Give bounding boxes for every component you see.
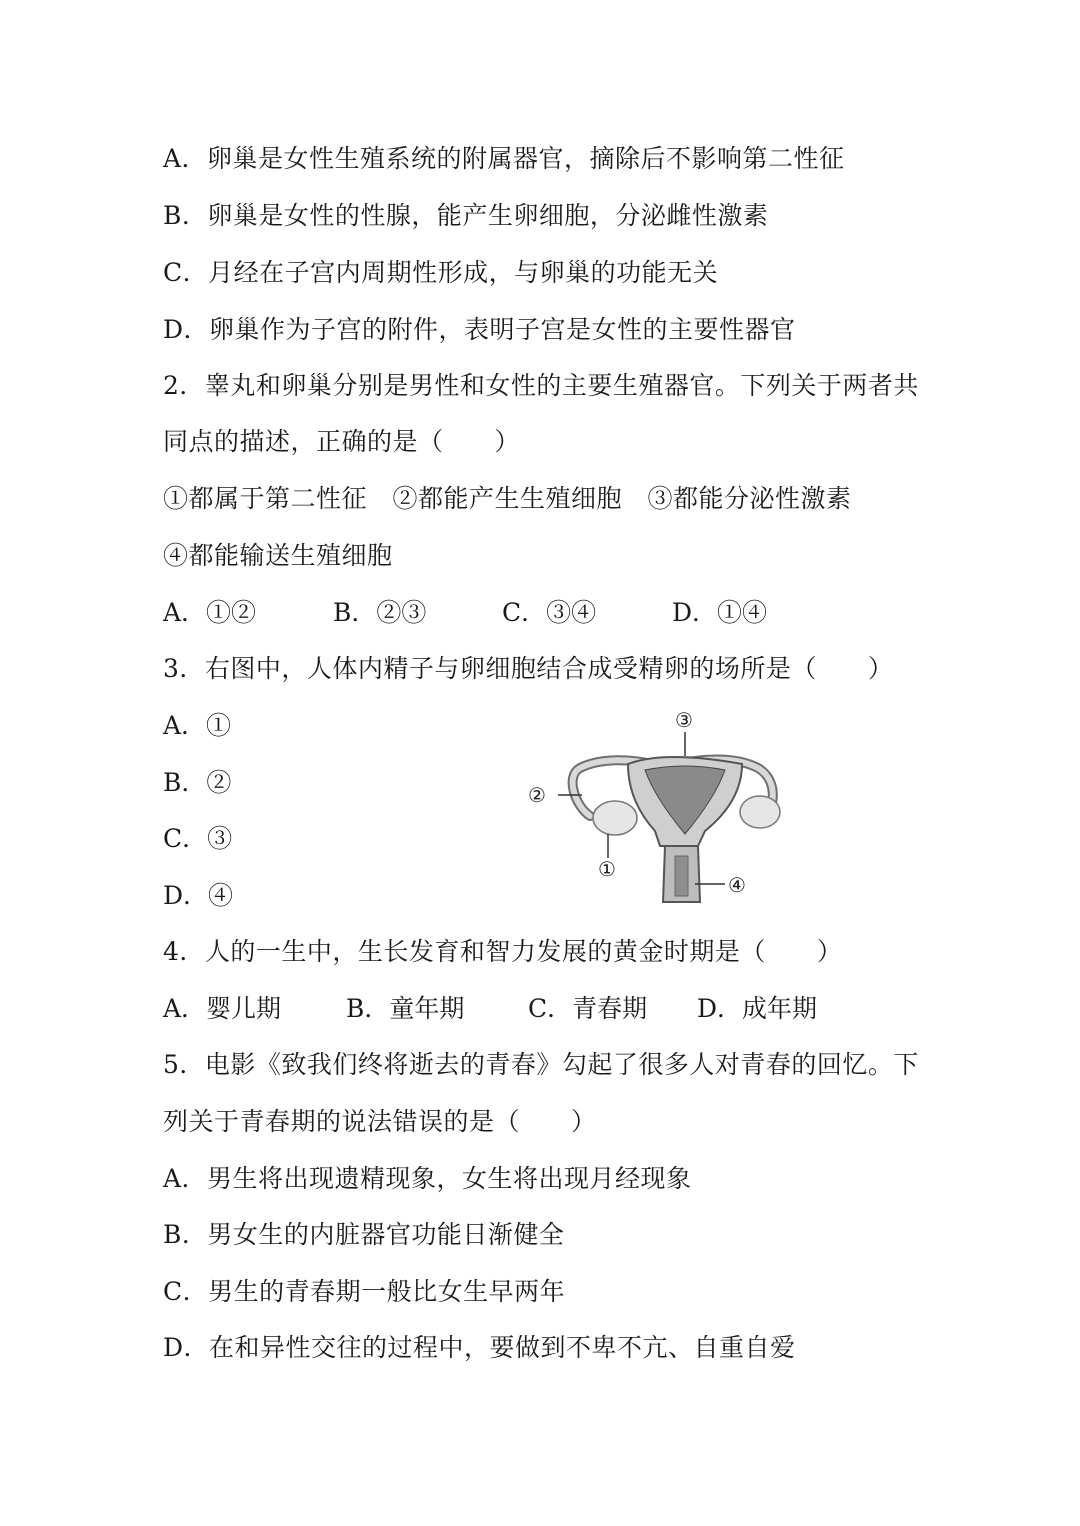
q1-option-d: D．卵巢作为子宫的附件，表明子宫是女性的主要性器官 — [163, 315, 796, 344]
q4-option-a: A．婴儿期 — [163, 994, 282, 1023]
female-reproductive-diagram — [520, 706, 810, 910]
q2-statements-line2: ④都能输送生殖细胞 — [163, 541, 393, 570]
q2-option-d: D．①④ — [672, 598, 768, 627]
q5-stem-line1: 5．电影《致我们终将逝去的青春》勾起了很多人对青春的回忆。下 — [163, 1050, 919, 1079]
figure-label-4: ④ — [728, 873, 746, 897]
q5-stem-line2: 列关于青春期的说法错误的是（ ） — [163, 1107, 597, 1136]
q4-option-c: C．青春期 — [528, 994, 648, 1023]
q5-option-c: C．男生的青春期一般比女生早两年 — [163, 1277, 566, 1306]
left-ovary — [593, 801, 637, 835]
figure-label-3: ③ — [675, 708, 693, 732]
q3-option-b: B．② — [163, 768, 232, 797]
q1-option-a: A．卵巢是女性生殖系统的附属器官，摘除后不影响第二性征 — [163, 144, 845, 173]
figure-label-2: ② — [528, 783, 546, 807]
q2-option-b: B．②③ — [333, 598, 427, 627]
q2-option-a: A．①② — [163, 598, 257, 627]
uterus-illustration — [520, 706, 810, 910]
q2-stem-line2: 同点的描述，正确的是（ ） — [163, 427, 521, 456]
q4-option-d: D．成年期 — [697, 994, 818, 1023]
q3-stem: 3．右图中，人体内精子与卵细胞结合成受精卵的场所是（ ） — [163, 654, 894, 683]
figure-label-1: ① — [598, 857, 616, 881]
q4-stem: 4．人的一生中，生长发育和智力发展的黄金时期是（ ） — [163, 937, 843, 966]
q5-option-d: D．在和异性交往的过程中，要做到不卑不亢、自重自爱 — [163, 1333, 796, 1362]
q5-option-b: B．男女生的内脏器官功能日渐健全 — [163, 1220, 565, 1249]
right-ovary — [740, 796, 780, 828]
q2-option-c: C．③④ — [502, 598, 597, 627]
q2-statements-line1: ①都属于第二性征 ②都能产生生殖细胞 ③都能分泌性激素 — [163, 484, 852, 513]
q3-option-d: D．④ — [163, 881, 234, 910]
q3-option-a: A．① — [163, 711, 232, 740]
q2-stem-line1: 2．睾丸和卵巢分别是男性和女性的主要生殖器官。下列关于两者共 — [163, 371, 919, 400]
q1-option-c: C．月经在子宫内周期性形成，与卵巢的功能无关 — [163, 258, 719, 287]
q4-option-b: B．童年期 — [346, 994, 465, 1023]
q1-option-b: B．卵巢是女性的性腺，能产生卵细胞，分泌雌性激素 — [163, 201, 769, 230]
q5-option-a: A．男生将出现遗精现象，女生将出现月经现象 — [163, 1164, 692, 1193]
q3-option-c: C．③ — [163, 824, 233, 853]
